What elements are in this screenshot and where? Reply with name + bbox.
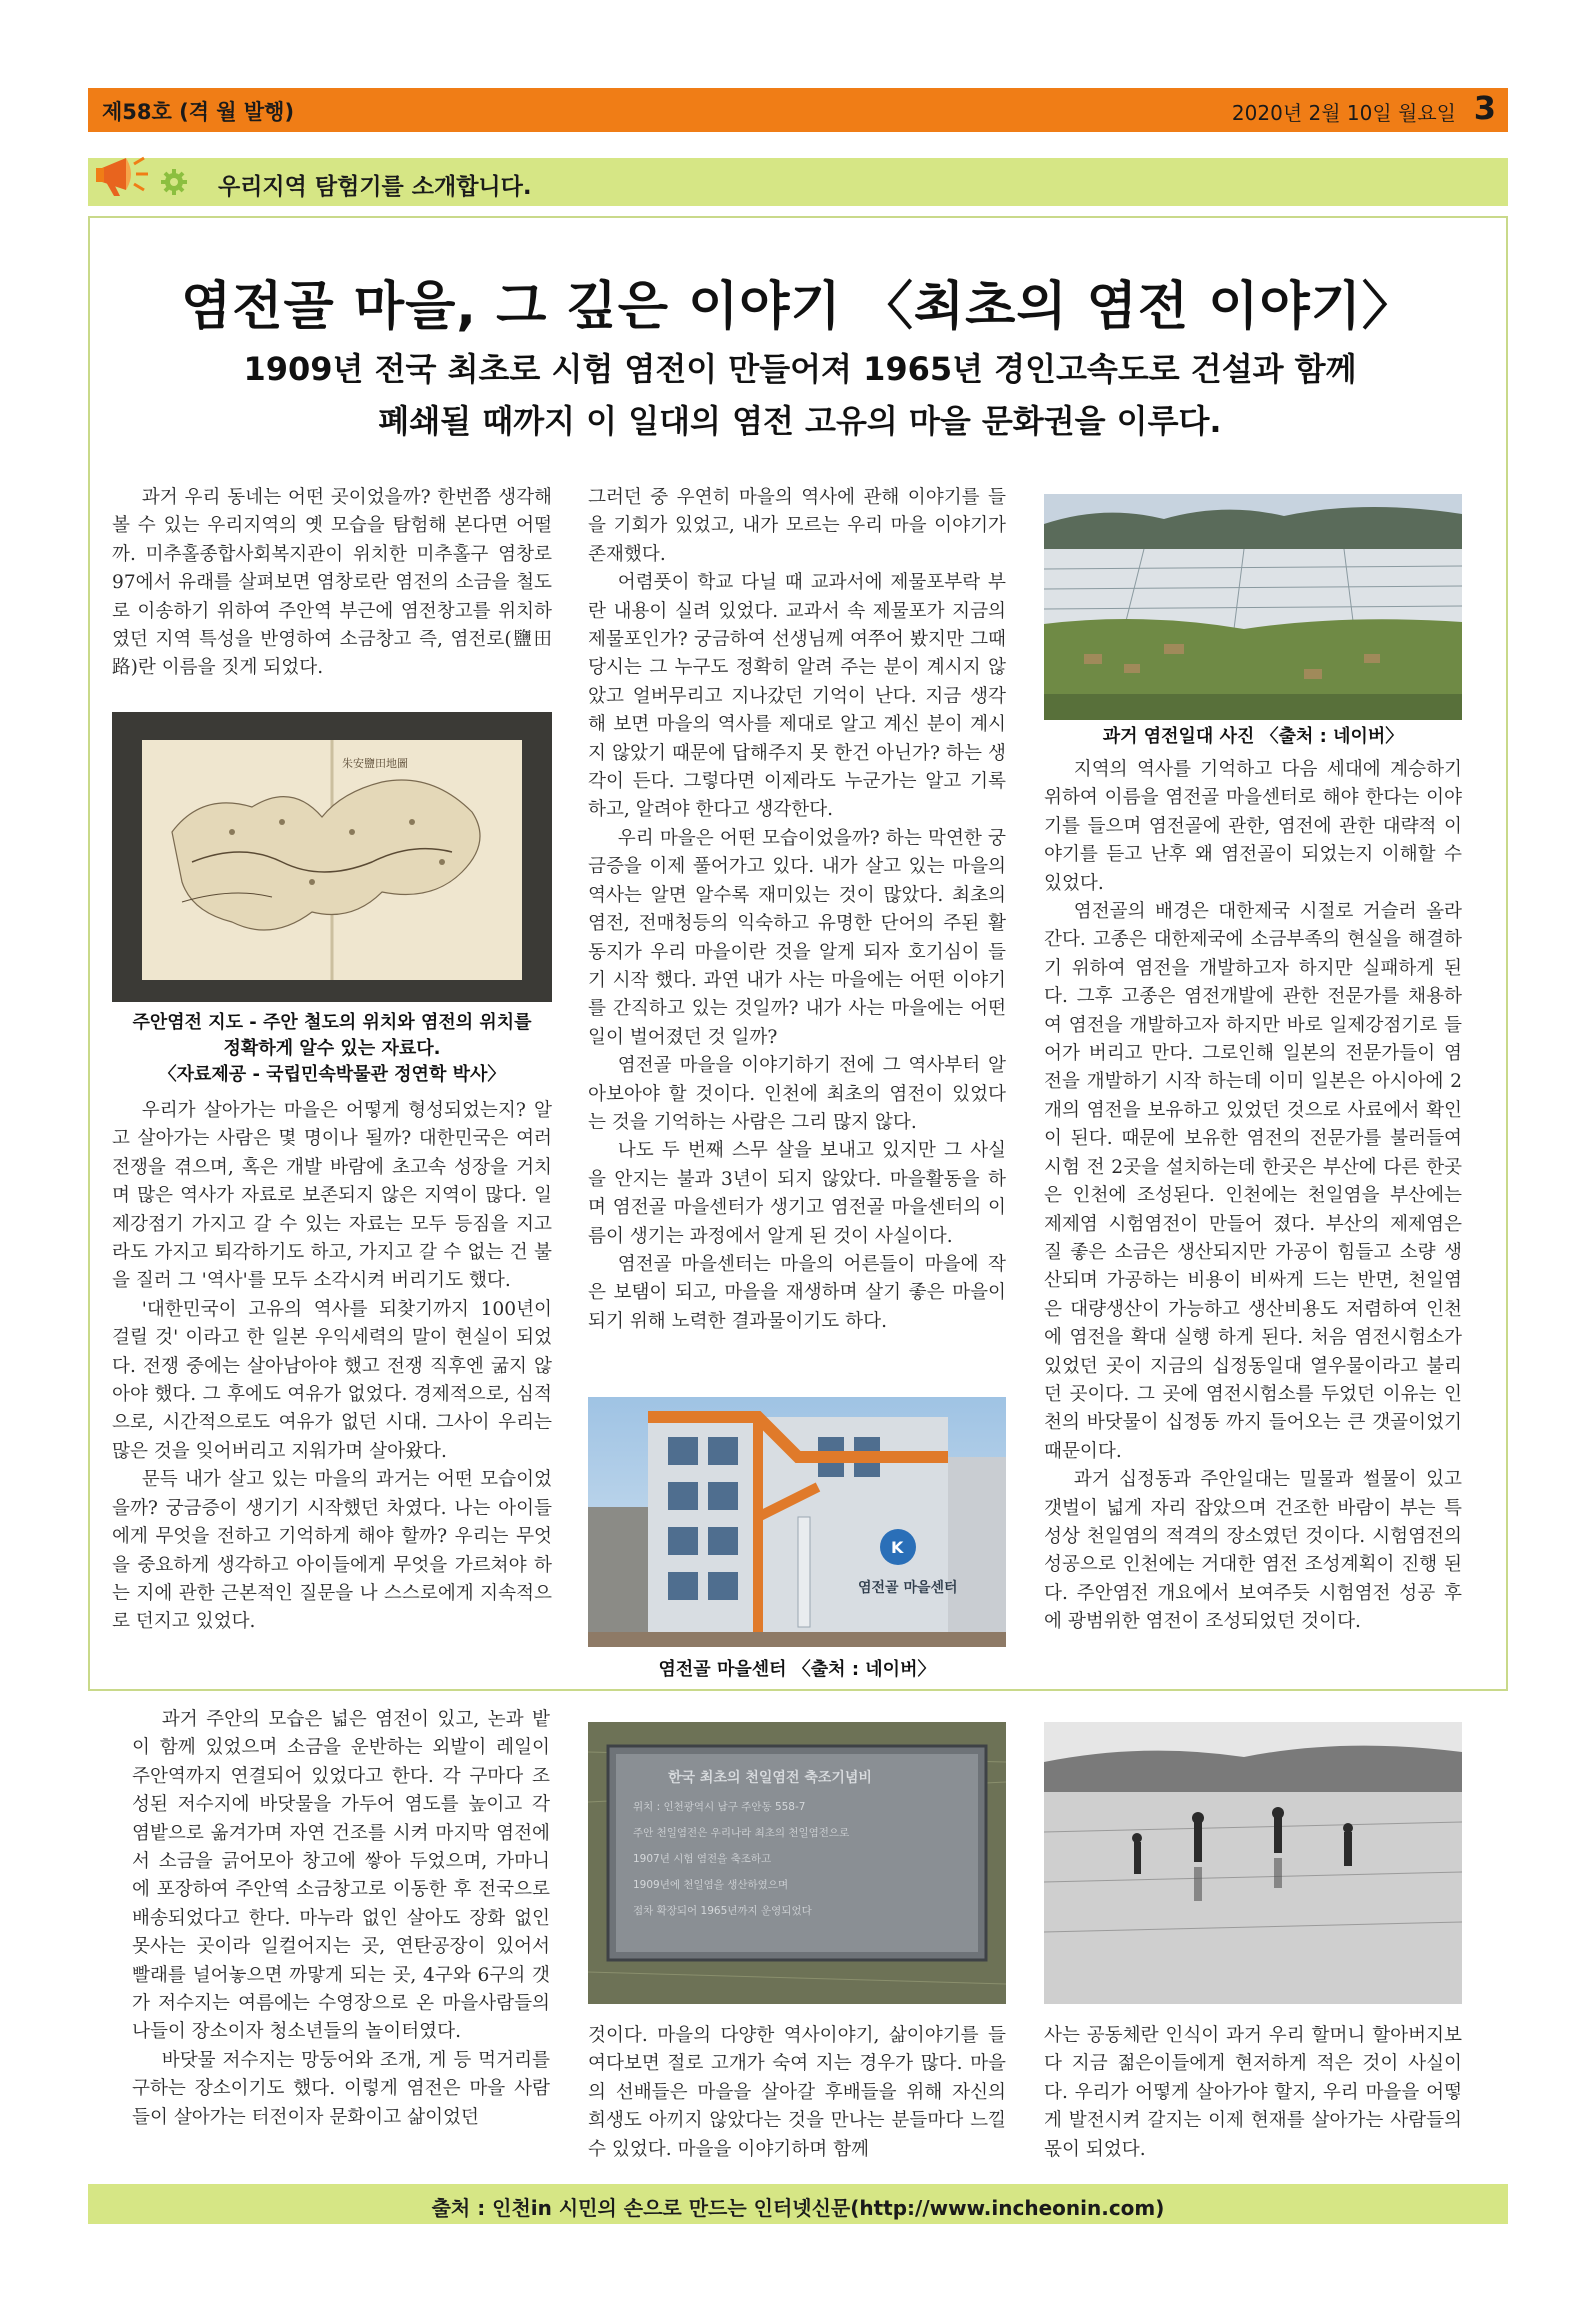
plaque-line: 1909년에 천일염을 생산하였으며 bbox=[633, 1879, 789, 1891]
plaque-photo bbox=[588, 1722, 1006, 2004]
col1-top-text bbox=[112, 484, 552, 683]
megaphone-icon bbox=[92, 146, 154, 204]
map-caption bbox=[112, 1010, 552, 1088]
paragraph: 과거 주안의 모습은 넓은 염전이 있고, 논과 밭이 함께 있었으며 소금을 운반하는 외발이 레일이 주안역까지 연결되어 있었다고 한다. 각 구마다 조성된 저수지에 바닷물을 가두어 염도를 높이고 각 염밭으로 옮겨가며 자연 건조를 시켜 마지막 염전에서 소금을 긁어모아 창고에 쌓아 두었으며, 가마니에 포장하여 주안역 소금창고로 이동한 후 전국으로 배송되었다고 한다. 마누라 없인 살아도 장화 없인 못사는 곳이라 일컬어지는 곳, 연탄공장이 있어서 빨래를 널어놓으면 까맣게 되는 곳, 4구와 6구의 갯가 저수지는 여름에는 수영장으로 온 마을사람들의 나들이 장소이자 청소년들의 놀이터였다. bbox=[132, 1709, 550, 2043]
page-number: 3 bbox=[1473, 89, 1496, 127]
footer-bar bbox=[88, 2184, 1508, 2224]
paragraph: 나도 두 번째 스무 살을 보내고 있지만 그 사실을 안지는 불과 3년이 되지 않았다. 마을활동을 하며 염전골 마을센터가 생기고 염전골 마을센터의 이름이 생기는 과정에서 알게 된 것이 사실이다. bbox=[588, 1140, 1006, 1247]
paragraph: 과거 우리 동네는 어떤 곳이었을까? 한번쯤 생각해볼 수 있는 우리지역의 옛 모습을 탐험해 본다면 어떨까. 미추홀종합사회복지관이 위치한 미추홀구 염창로 97에서 유래를 살펴보면 염창로란 염전의 소금을 철도로 이송하기 위하여 주안역 부근에 염전창고를 위치하였던 지역 특성을 반영하여 소금창고 즉, 염전로(鹽田路)란 이름을 짓게 되었다. bbox=[112, 487, 552, 679]
caption-line: 〈자료제공 - 국립민속박물관 정연학 박사〉 bbox=[158, 1064, 506, 1085]
header-bar bbox=[88, 88, 1508, 132]
subtitle-line: 1909년 전국 최초로 시험 염전이 만들어져 1965년 경인고속도로 건설과 함께 bbox=[243, 350, 1357, 388]
issue-number: 제58호 (격 월 발행) bbox=[102, 100, 295, 124]
building-caption: 염전골 마을센터 〈출처 : 네이버〉 bbox=[658, 1659, 936, 1680]
paragraph: 우리가 살아가는 마을은 어떻게 형성되었는지? 알고 살아가는 사람은 몇 명이나 될까? 대한민국은 여러 전쟁을 겪으며, 혹은 개발 바람에 초고속 성장을 거치며 많은 역사가 자료로 보존되지 않은 지역이 많다. 일제강점기 가지고 갈 수 있는 자료는 모두 등짐을 지고라도 가지고 퇴각하기도 하고, 가지고 갈 수 없는 건 불을 질러 그 '역사'를 모두 소각시켜 버리기도 했다. bbox=[112, 1100, 552, 1292]
paragraph: 염전골 마을을 이야기하기 전에 그 역사부터 알아보아야 할 것이다. 인천에 최초의 염전이 있었다는 것을 기억하는 사람은 그리 많지 않다. bbox=[588, 1055, 1006, 1133]
plaque-line: 1907년 시험 염전을 축조하고 bbox=[633, 1853, 772, 1865]
paragraph: 문득 내가 살고 있는 마을의 과거는 어떤 모습이었을까? 궁금증이 생기기 시작했던 차였다. 나는 아이들에게 무엇을 전하고 기억하게 해야 할까? 우리는 무엇을 중요하게 생각하고 아이들에게 무엇을 가르쳐야 하는 지에 관한 근본적인 질문을 나 스스로에게 지속적으로 던지고 있었다. bbox=[112, 1469, 552, 1633]
plaque-line: 위치 : 인천광역시 남구 주안동 558-7 bbox=[633, 1801, 806, 1813]
subtitle-line: 폐쇄될 때까지 이 일대의 염전 고유의 마을 문화권을 이루다. bbox=[378, 402, 1222, 440]
paragraph: 어렴풋이 학교 다닐 때 교과서에 제물포부락 부란 내용이 실려 있었다. 교과서 속 제물포가 지금의 제물포인가? 궁금하여 선생님께 여쭈어 봤지만 그때 당시는 그 누구도 정확히 알려 주는 분이 계시지 않았고 얼버무리고 지나갔던 기억이 난다. 지금 생각해 보면 마을의 역사를 제대로 알고 계신 분이 계시지 않았기 때문에 답해주지 못 한건 아닌가? 하는 생각이 든다. 그렇다면 이제라도 누군가는 알고 기록하고, 알려야 한다고 생각한다. bbox=[588, 572, 1006, 821]
paragraph: 과거 십정동과 주안일대는 밀물과 썰물이 있고 갯벌이 넓게 자리 잡았으며 건조한 바람이 부는 특성상 천일염의 적격의 장소였던 것이다. 시험염전의 성공으로 인천에는 거대한 염전 조성계획이 진행 된다. 주안염전 개요에서 보여주듯 시험염전 성공 후에 광범위한 염전이 조성되었던 것이다. bbox=[1044, 1469, 1462, 1633]
caption-line: 주안염전 지도 - 주안 철도의 위치와 염전의 위치를 bbox=[132, 1012, 532, 1033]
section-bar bbox=[88, 158, 1508, 206]
gear-icon bbox=[160, 168, 188, 196]
plaque-title-text: 한국 최초의 천일염전 축조기념비 bbox=[668, 1770, 872, 1786]
section-label: 우리지역 탐험기를 소개합니다. bbox=[218, 174, 532, 200]
map-title-text: 朱安鹽田地圖 bbox=[342, 757, 408, 770]
paragraph: '대한민국이 고유의 역사를 되찾기까지 100년이 걸릴 것' 이라고 한 일본 우익세력의 말이 현실이 되었다. 전쟁 중에는 살아남아야 했고 전쟁 직후엔 굶지 않아야 했다. 그 후에도 여유가 없었다. 경제적으로, 심적으로, 시간적으로도 여유가 없던 시대. 그사이 우리는 많은 것을 잊어버리고 지워가며 살아왔다. bbox=[112, 1298, 552, 1462]
bottom-col3-text bbox=[1044, 2022, 1462, 2164]
building-photo bbox=[588, 1397, 1006, 1647]
paragraph: 그러던 중 우연히 마을의 역사에 관해 이야기를 들을 기회가 있었고, 내가 모르는 우리 마을 이야기가 존재했다. bbox=[588, 487, 1006, 565]
paragraph: 우리 마을은 어떤 모습이었을까? 하는 막연한 궁금증을 이제 풀어가고 있다. 내가 살고 있는 마을의 역사는 알면 알수록 재미있는 것이 많았다. 최초의 염전, 전매청등의 익숙하고 유명한 단어의 주된 활동지가 우리 마을이란 것을 알게 되자 호기심이 들기 시작 했다. 과연 내가 사는 마을에는 어떤 이야기를 간직하고 있는 것일까? 내가 사는 마을에는 어떤 일이 벌어졌던 것 일까? bbox=[588, 827, 1006, 1048]
article-title: 염전골 마을, 그 깊은 이야기 〈최초의 염전 이야기〉 bbox=[181, 277, 1415, 337]
paragraph: 지역의 역사를 기억하고 다음 세대에 계승하기 위하여 이름을 염전골 마을센터로 해야 한다는 이야기를 들으며 염전골에 관한, 염전에 관한 대략적 이야기를 듣고 난후 왜 염전골이 되었는지 이해할 수 있었다. bbox=[1044, 759, 1462, 894]
article-subtitle bbox=[150, 343, 1450, 447]
bottom-col1-text bbox=[132, 1706, 550, 2132]
col3-text bbox=[1044, 756, 1462, 1637]
plaque-line: 점차 확장되어 1965년까지 운영되었다 bbox=[633, 1905, 812, 1917]
map-photo bbox=[112, 712, 552, 1002]
historic-saltfield-photo bbox=[1044, 1722, 1462, 2004]
issue-date: 2020년 2월 10일 월요일 bbox=[1231, 101, 1456, 125]
footer-source: 출처 : 인천in 시민의 손으로 만드는 인터넷신문(http://www.incheonin.com) bbox=[431, 2196, 1165, 2220]
paragraph: 것이다. 마을의 다양한 역사이야기, 삶이야기를 들여다보면 절로 고개가 숙여 지는 경우가 많다. 마을의 선배들은 마을을 살아갈 후배들을 위해 자신의 희생도 아끼지 않았다는 것을 만나는 분들마다 느낄 수 있었다. 마을을 이야기하며 함께 bbox=[588, 2025, 1006, 2160]
caption-line: 정확하게 알수 있는 자료다. bbox=[223, 1038, 441, 1059]
saltfield-photo bbox=[1044, 494, 1462, 720]
plaque-line: 주안 천일염전은 우리나라 최초의 천일염전으로 bbox=[633, 1827, 850, 1839]
col1-bottom-text bbox=[112, 1097, 552, 1637]
col2-text bbox=[588, 484, 1006, 1336]
paragraph: 염전골의 배경은 대한제국 시절로 거슬러 올라간다. 고종은 대한제국에 소금부족의 현실을 해결하기 위하여 염전을 개발하고자 하지만 실패하게 된다. 그후 고종은 염전개발에 관한 전문가를 채용하여 염전을 개발하고자 하지만 바로 일제강점기로 들어가 버리고 만다. 그로인해 일본의 전문가들이 염전을 개발하기 시작 하는데 이미 일본은 아시아에 2개의 염전을 보유하고 있었던 것으로 사료에서 확인이 된다. 때문에 보유한 염전의 전문가를 불러들여 시험 전 2곳을 설치하는데 한곳은 부산에 다른 한곳은 인천에 조성된다. 인천에는 천일염을 부산에는 제제염 시험염전이 만들어 졌다. 부산의 제제염은 질 좋은 소금은 생산되지만 가공이 힘들고 소량 생산되며 가공하는 비용이 비싸게 드는 반면, 천일염은 대량생산이 가능하고 생산비용도 저렴하여 인천에 염전을 확대 실행 하게 된다. 처음 염전시험소가 있었던 곳이 지금의 십정동일대 열우물이라고 불리던 곳이다. 그 곳에 염전시험소를 두었던 이유는 인천의 바닷물이 십정동 까지 들어오는 큰 갯골이었기 때문이다. bbox=[1044, 901, 1462, 1462]
paragraph: 바닷물 저수지는 망둥어와 조개, 게 등 먹거리를 구하는 장소이기도 했다. 이렇게 염전은 마을 사람들이 살아가는 터전이자 문화이고 삶이었던 bbox=[132, 2049, 550, 2128]
svg-text:K: K bbox=[891, 1538, 904, 1557]
paragraph: 염전골 마을센터는 마을의 어른들이 마을에 작은 보탬이 되고, 마을을 재생하며 살기 좋은 마을이 되기 위해 노력한 결과물이기도 하다. bbox=[588, 1253, 1006, 1332]
saltfield-caption: 과거 염전일대 사진 〈출처 : 네이버〉 bbox=[1102, 726, 1404, 747]
building-sign-text: 염전골 마을센터 bbox=[858, 1580, 958, 1596]
paragraph: 사는 공동체란 인식이 과거 우리 할머니 할아버지보다 지금 젊은이들에게 현저하게 적은 것이 사실이다. 우리가 어떻게 살아가야 할지, 우리 마을을 어떻게 발전시켜 갈지는 이제 현재를 살아가는 사람들의 몫이 되었다. bbox=[1044, 2025, 1462, 2160]
bottom-col2-text bbox=[588, 2022, 1006, 2164]
